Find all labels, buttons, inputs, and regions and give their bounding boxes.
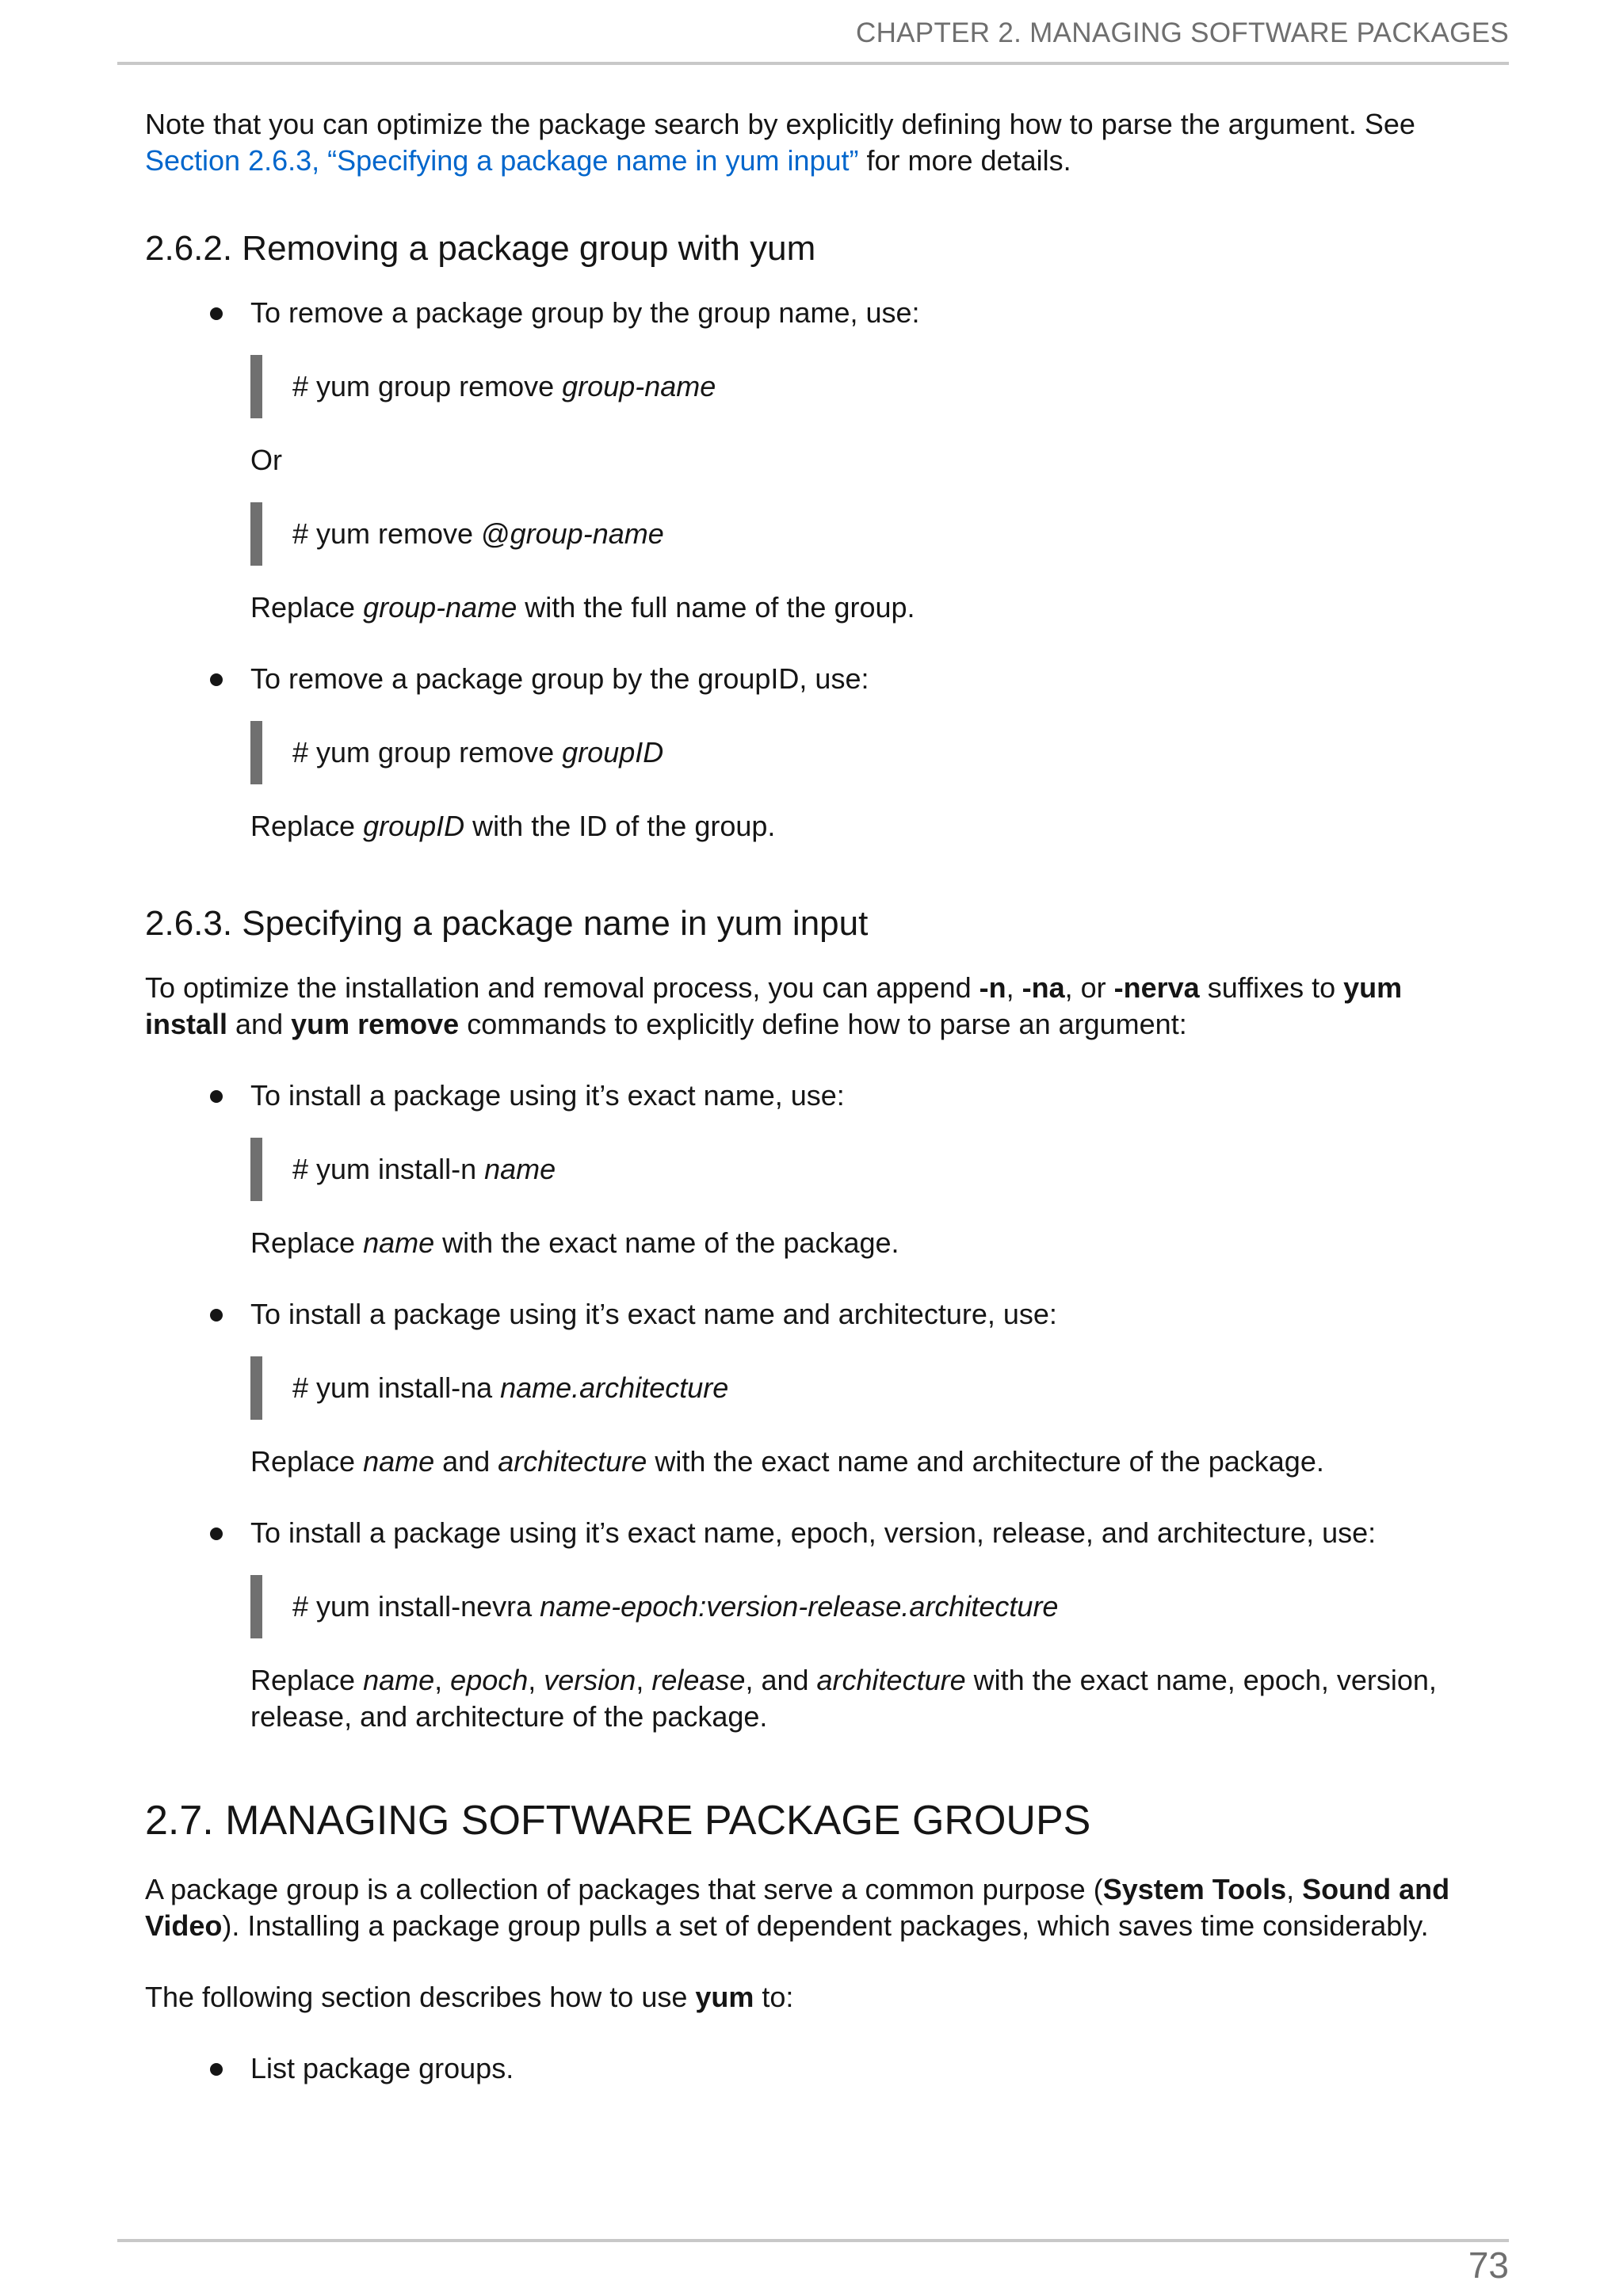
list-item-text: To remove a package group by the group name, use: (250, 296, 920, 329)
replace-note: Replace name and architecture with the exact name and architecture of the package. (250, 1445, 1324, 1478)
list-item-text: To install a package using it’s exact name, epoch, version, release, and architecture, use: (250, 1516, 1377, 1549)
replace-note: Replace group-name with the full name of the group. (250, 591, 915, 624)
code-command: # yum install-nevra (292, 1590, 540, 1623)
running-footer (117, 2239, 1509, 2286)
code-command: # yum remove @ (292, 517, 510, 550)
intro-paragraph (145, 106, 1476, 179)
list-item: List package groups. (145, 2050, 1476, 2087)
code-argument: group-name (562, 370, 716, 402)
running-header (117, 16, 1509, 65)
package-group-paragraph: A package group is a collection of packages that serve a common purpose (System Tools, Sound and Video). Installing a package group pulls a set of dependent packages, which saves time considerably. (145, 1873, 1450, 1942)
yum-tasks-list (145, 2050, 1476, 2087)
list-item-text: To install a package using it’s exact name, use: (250, 1079, 845, 1112)
list-item-text: To install a package using it’s exact name and architecture, use: (250, 1298, 1057, 1330)
code-block (250, 1356, 1476, 1420)
replace-note: Replace name with the exact name of the package. (250, 1226, 899, 1259)
replace-note: Replace name, epoch, version, release, and architecture with the exact name, epoch, version, release, and architecture of the package. (250, 1664, 1437, 1733)
chapter-title: CHAPTER 2. MANAGING SOFTWARE PACKAGES (856, 17, 1509, 48)
code-command: # yum group remove (292, 370, 563, 402)
code-block (250, 355, 1476, 418)
following-section-paragraph: The following section describes how to use yum to: (145, 1981, 794, 2013)
or-label: Or (250, 444, 282, 476)
section-heading-2-6-2: 2.6.2. Removing a package group with yum (145, 229, 816, 268)
code-block (250, 721, 1476, 784)
suffix-intro-paragraph: To optimize the installation and removal process, you can append -n, -na, or -nerva suffixes to yum install and yum remove commands to explicitly define how to parse an argument: (145, 971, 1403, 1040)
install-suffix-list (145, 1077, 1476, 1735)
list-item (145, 661, 1476, 845)
code-argument: group-name (510, 517, 664, 550)
section-link[interactable]: Section 2.6.3, “Specifying a package name in yum input” (145, 144, 859, 177)
list-item (145, 1077, 1476, 1261)
code-block (250, 502, 1476, 566)
code-argument: name.architecture (500, 1371, 729, 1404)
code-block (250, 1575, 1476, 1638)
page-number: 73 (1468, 2245, 1509, 2286)
replace-note: Replace groupID with the ID of the group. (250, 810, 776, 842)
code-command: # yum install-n (292, 1153, 485, 1185)
remove-group-list (145, 295, 1476, 845)
section-heading-2-6-3: 2.6.3. Specifying a package name in yum input (145, 904, 869, 943)
code-argument: groupID (562, 736, 664, 769)
code-command: # yum install-na (292, 1371, 501, 1404)
list-item (145, 1296, 1476, 1480)
list-item-text: To remove a package group by the groupID, use: (250, 662, 869, 695)
section-heading-2-7: 2.7. MANAGING SOFTWARE PACKAGE GROUPS (145, 1798, 1091, 1844)
code-block (250, 1138, 1476, 1201)
intro-text: Note that you can optimize the package search by explicitly defining how to parse the argument. See (145, 108, 1415, 140)
list-item (145, 1515, 1476, 1735)
code-argument: name-epoch:version-release.architecture (540, 1590, 1059, 1623)
page-content (145, 106, 1476, 2122)
intro-text-end: for more details. (858, 144, 1071, 177)
code-argument: name (484, 1153, 556, 1185)
code-command: # yum group remove (292, 736, 563, 769)
list-item (145, 295, 1476, 626)
